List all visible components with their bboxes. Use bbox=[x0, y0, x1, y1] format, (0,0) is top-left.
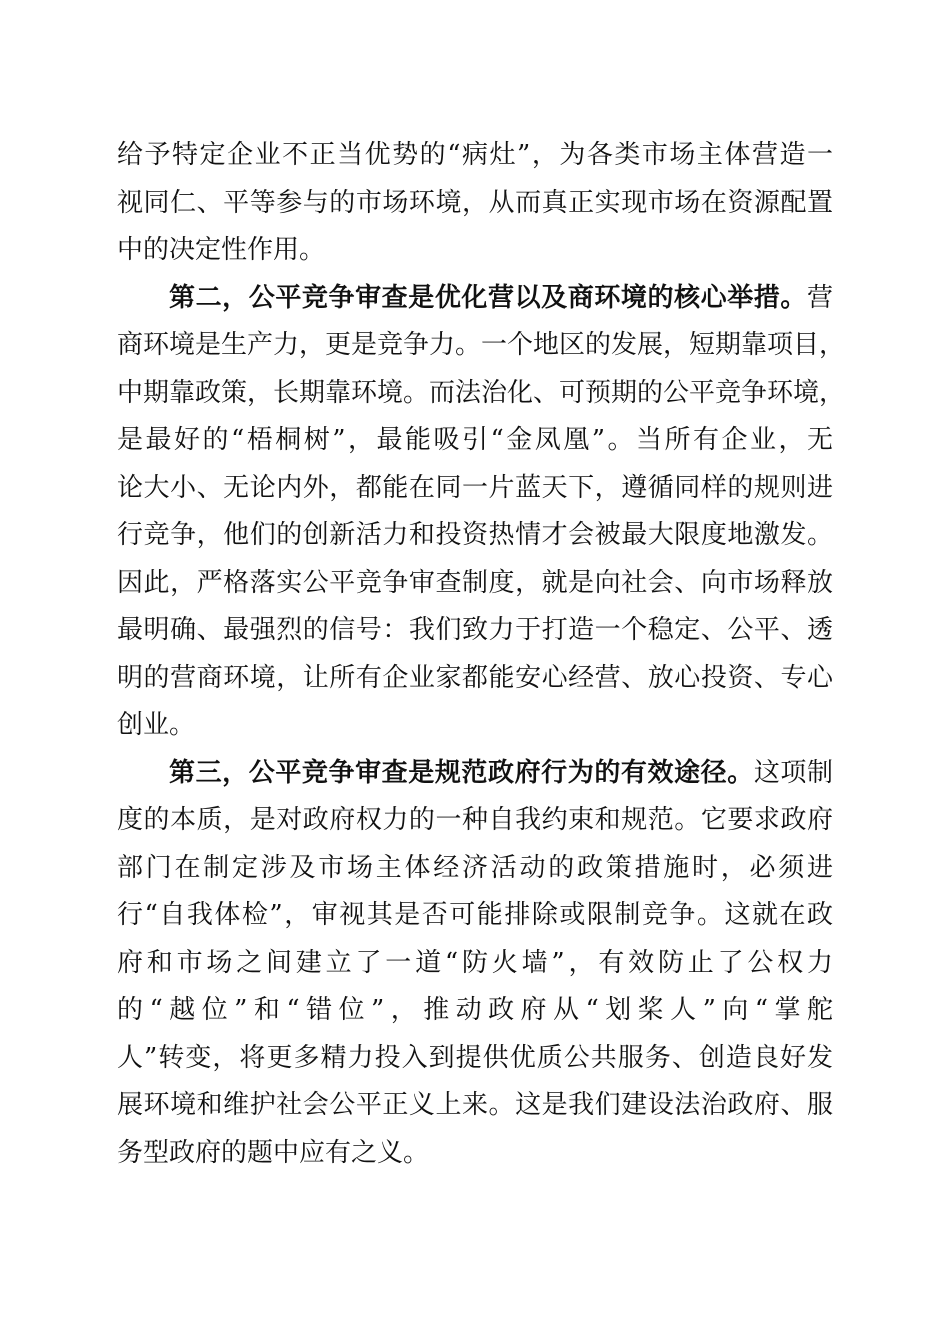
text-line: 中期靠政策，长期靠环境。而法治化、可预期的公平竞争环境， bbox=[117, 377, 846, 408]
paragraph-3 bbox=[117, 750, 833, 1178]
text-line: 行“自我体检”，审视其是否可能排除或限制竞争。这就在政 bbox=[117, 900, 833, 930]
paragraph-lead-line bbox=[117, 750, 833, 798]
paragraph-1 bbox=[117, 132, 833, 275]
text-line: 论大小、无论内外，都能在同一片蓝天下，遵循同样的规则进 bbox=[117, 472, 833, 503]
text-line: 创业。 bbox=[117, 710, 196, 740]
text-line: 的“越位”和“错位”，推动政府从“划桨人”向“掌舵 bbox=[117, 995, 833, 1025]
text-line: 行竞争，他们的创新活力和投资热情才会被最大限度地激发。 bbox=[117, 520, 833, 550]
text-fragment: 这项制 bbox=[753, 757, 833, 788]
paragraph-lead-line bbox=[117, 275, 833, 323]
text-line: 展环境和维护社会公平正义上来。这是我们建设法治政府、服 bbox=[117, 1090, 833, 1120]
text-fragment: 营 bbox=[806, 282, 833, 313]
paragraph-2 bbox=[117, 275, 846, 750]
document-body bbox=[117, 132, 846, 1177]
paragraph-heading: 第二，公平竞争审查是优化营以及商环境的核心举措。 bbox=[169, 282, 807, 313]
text-line: 给予特定企业不正当优势的“病灶”，为各类市场主体营造一 bbox=[117, 140, 833, 170]
text-line: 中的决定性作用。 bbox=[117, 235, 326, 265]
text-line: 人”转变，将更多精力投入到提供优质公共服务、创造良好发 bbox=[117, 1042, 833, 1073]
text-line: 明的营商环境，让所有企业家都能安心经营、放心投资、专心 bbox=[117, 662, 833, 693]
text-line: 是最好的“梧桐树”，最能吸引“金凤凰”。当所有企业，无 bbox=[117, 425, 833, 455]
text-line: 部门在制定涉及市场主体经济活动的政策措施时，必须进 bbox=[117, 852, 833, 883]
text-line: 因此，严格落实公平竞争审查制度，就是向社会、向市场释放 bbox=[117, 567, 833, 598]
text-line: 府和市场之间建立了一道“防火墙”，有效防止了公权力 bbox=[117, 947, 833, 978]
text-line: 最明确、最强烈的信号：我们致力于打造一个稳定、公平、透 bbox=[117, 615, 833, 645]
text-line: 务型政府的题中应有之义。 bbox=[117, 1137, 430, 1168]
text-line: 商环境是生产力，更是竞争力。一个地区的发展，短期靠项目， bbox=[117, 330, 846, 360]
text-line: 视同仁、平等参与的市场环境，从而真正实现市场在资源配置 bbox=[117, 187, 833, 218]
text-line: 度的本质，是对政府权力的一种自我约束和规范。它要求政府 bbox=[117, 805, 833, 835]
paragraph-heading: 第三，公平竞争审查是规范政府行为的有效途径。 bbox=[169, 757, 754, 788]
